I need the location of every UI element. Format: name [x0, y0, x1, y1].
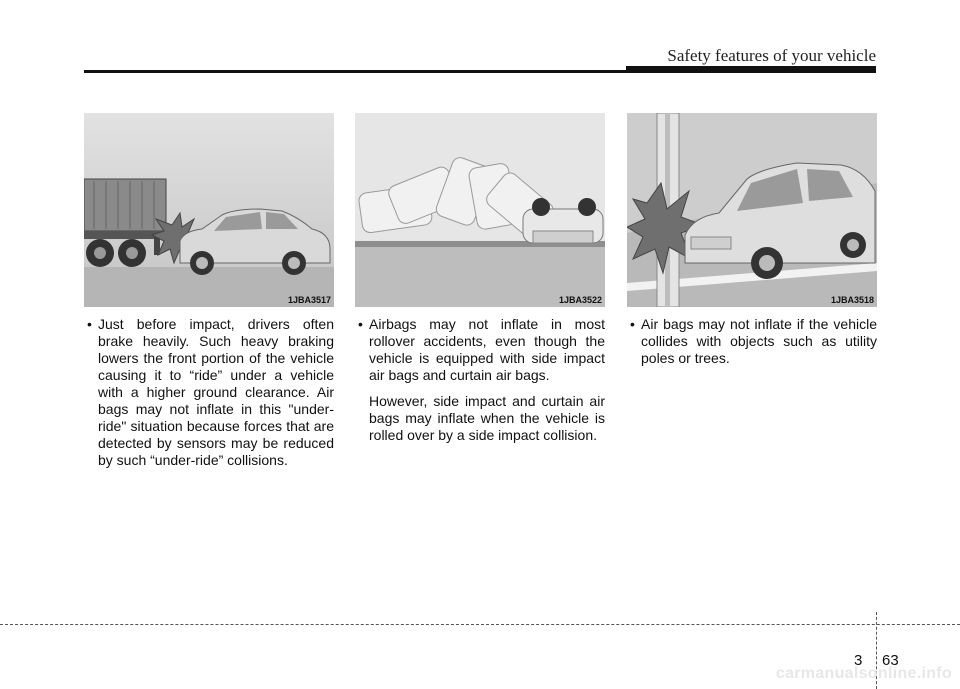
text-column-1 — [84, 316, 334, 469]
chapter-number: 3 — [854, 652, 863, 669]
figure-under-ride — [84, 113, 334, 307]
figure-code: 1JBA3517 — [287, 295, 331, 305]
bullet-utility-pole: • Air bags may not inflate if the vehicle collides with objects such as utility poles or trees. — [627, 316, 877, 367]
text-column-3 — [627, 316, 877, 367]
page-header-title: Safety features of your vehicle — [667, 46, 876, 65]
figure-code: 1JBA3522 — [558, 295, 602, 305]
figure-utility-pole — [627, 113, 877, 307]
footer-rule — [0, 624, 960, 625]
under-ride-illustration — [84, 113, 334, 307]
bullet-rollover: • Airbags may not inflate in most rollover accidents, even though the vehicle is equipped with side impact air bags and curtain air bags. — [355, 316, 605, 384]
paragraph-rollover-exception: However, side impact and curtain air bags may inflate when the vehicle is rolled over by a side impact collision. — [369, 393, 605, 443]
rollover-illustration — [355, 113, 605, 307]
bullet-under-ride: • Just before impact, drivers often brake heavily. Such heavy braking lowers the front portion of the vehicle causing it to “ride” under a vehicle with a higher ground clearance. Air bags may not inflate in this "under-ride" situation because forces that are detected by sensors may be reduced by such “under-ride” collisions. — [84, 316, 334, 469]
utility-pole-illustration — [627, 113, 877, 307]
text-column-2 — [355, 316, 605, 444]
watermark: carmanualsonline.info — [775, 665, 952, 682]
page-number: 63 — [882, 652, 899, 669]
figure-code: 1JBA3518 — [830, 295, 874, 305]
header-rule — [84, 70, 876, 73]
figure-rollover — [355, 113, 605, 307]
